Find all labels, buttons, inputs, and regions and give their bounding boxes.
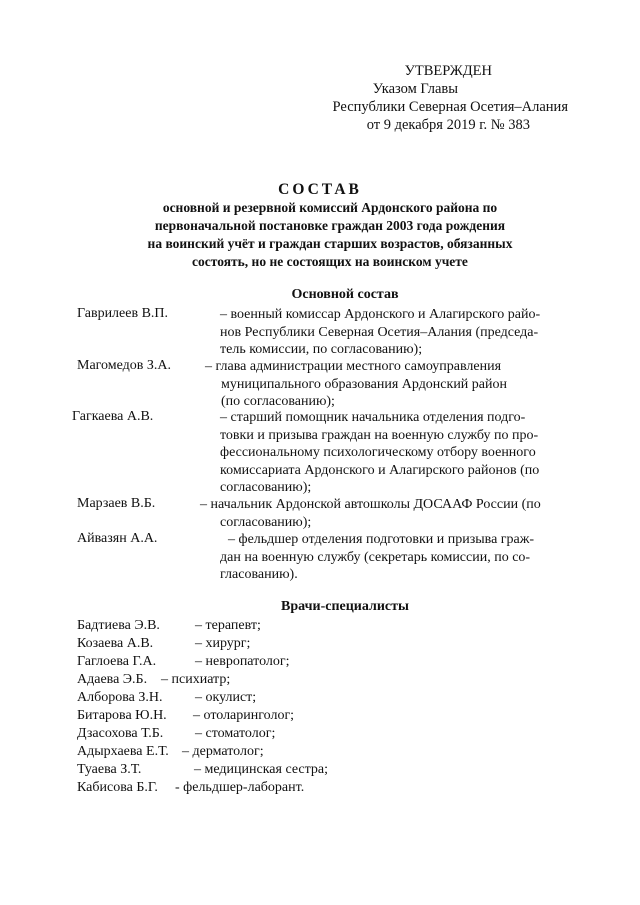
- description-line: согласованию);: [220, 514, 312, 530]
- doctor-name: Гаглоева Г.А.: [77, 654, 157, 669]
- doctors-heading: Врачи-специалисты: [281, 599, 409, 614]
- description-line: – военный комиссар Ардонского и Алагирского райо-: [220, 307, 541, 322]
- subtitle-line: состоять, но не состоящих на воинском учете: [192, 254, 468, 269]
- approval-date: от 9 декабря 2019 г. № 383: [366, 117, 530, 133]
- approval-republic: Республики Северная Осетия–Алания: [332, 99, 568, 115]
- member-name: Айвазян А.А.: [77, 531, 158, 546]
- doctor-name: Битарова Ю.Н.: [77, 708, 167, 723]
- member-name: Марзаев В.Б.: [77, 496, 156, 511]
- description-line: нов Республики Северная Осетия–Алания (председа-: [220, 324, 539, 340]
- doctor-name: Алборова З.Н.: [77, 690, 163, 705]
- document-subtitle: [110, 199, 550, 271]
- doctor-role: – дерматолог;: [182, 744, 264, 759]
- doctor-name: Кабисова Б.Г.: [77, 780, 158, 795]
- subtitle-line: на воинский учёт и граждан старших возрастов, обязанных: [147, 236, 513, 251]
- description-line: муниципального образования Ардонский район: [221, 376, 508, 392]
- subtitle-line: первоначальной постановке граждан 2003 года рождения: [154, 218, 506, 233]
- doctor-name: Туаева З.Т.: [77, 762, 142, 777]
- doctor-role: – невропатолог;: [195, 654, 290, 669]
- main-composition-heading: Основной состав: [291, 287, 399, 302]
- description-line: – фельдшер отделения подготовки и призыва граж-: [228, 532, 535, 547]
- doctor-role: – медицинская сестра;: [194, 762, 328, 777]
- approval-title: УТВЕРЖДЕН: [404, 63, 492, 79]
- description-line: товки и призыва граждан на военную службу по про-: [220, 427, 539, 443]
- doctor-name: Дзасохова Т.Б.: [77, 726, 164, 741]
- doctor-name: Козаева А.В.: [77, 636, 154, 651]
- description-line: дан на военную службу (секретарь комиссии, по со-: [220, 549, 531, 565]
- member-name: Гаврилеев В.П.: [77, 306, 169, 321]
- document-title: СОСТАВ: [278, 181, 362, 198]
- approval-decree: Указом Главы: [372, 81, 458, 97]
- description-line: фессиональному психологическому отбору военного: [220, 445, 536, 460]
- description-line: (по согласованию);: [221, 394, 335, 409]
- doctor-name: Бадтиева Э.В.: [77, 618, 160, 633]
- description-line: – начальник Ардонской автошколы ДОСААФ России (по: [200, 497, 541, 512]
- member-description: [200, 496, 541, 531]
- member-description: [220, 531, 534, 584]
- description-line: гласованию).: [220, 567, 298, 582]
- member-name: Гагкаева А.В.: [72, 409, 154, 424]
- member-description: [205, 358, 507, 411]
- doctor-role: – окулист;: [195, 690, 257, 705]
- description-line: – старший помощник начальника отделения подго-: [220, 410, 526, 425]
- member-name: Магомедов З.А.: [77, 358, 172, 373]
- description-line: тель комиссии, по согласованию);: [220, 342, 423, 357]
- doctor-name: Адырхаева Е.Т.: [77, 744, 169, 759]
- member-description: [220, 409, 539, 497]
- description-line: – глава администрации местного самоуправления: [205, 359, 502, 374]
- doctor-role: – терапевт;: [195, 618, 261, 633]
- doctor-role: – психиатр;: [161, 672, 231, 687]
- description-line: комиссариата Ардонского и Алагирского районов (по: [220, 462, 540, 478]
- subtitle-line: основной и резервной комиссий Ардонского района по: [162, 200, 498, 215]
- doctor-role: – стоматолог;: [195, 726, 276, 741]
- doctor-role: - фельдшер-лаборант.: [175, 780, 305, 795]
- member-description: [220, 306, 540, 359]
- doctor-role: – хирург;: [195, 636, 251, 651]
- doctor-name: Адаева Э.Б.: [77, 672, 148, 687]
- approval-block: [300, 62, 570, 134]
- description-line: согласованию);: [220, 480, 312, 495]
- doctor-role: – отоларинголог;: [193, 708, 295, 723]
